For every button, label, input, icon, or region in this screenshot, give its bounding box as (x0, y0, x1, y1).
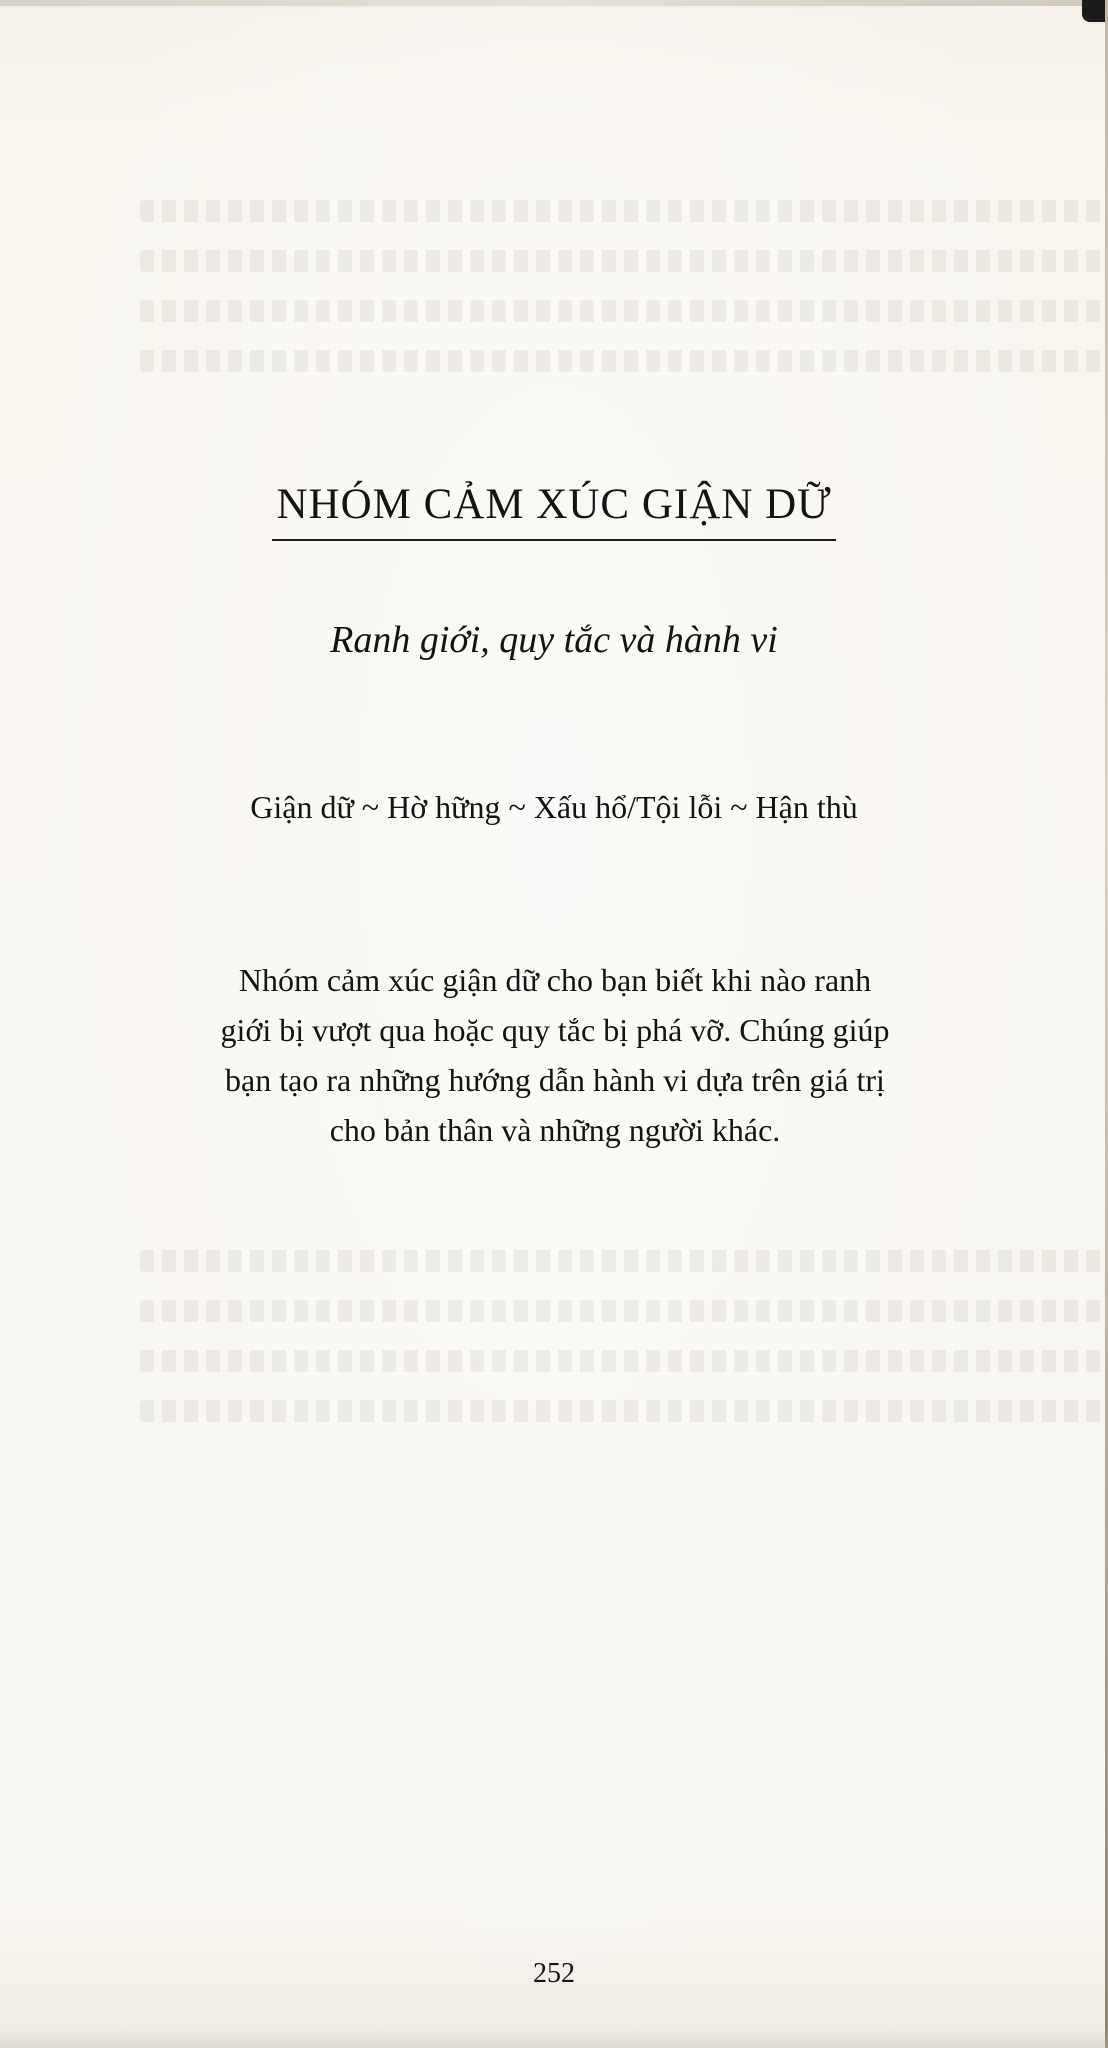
chapter-subtitle: Ranh giới, quy tắc và hành vi (330, 619, 778, 661)
show-through-line (140, 250, 1108, 272)
description-line: bạn tạo ra những hướng dẫn hành vi dựa trên giá trị (225, 1062, 885, 1098)
chapter-title: NHÓM CẢM XÚC GIẬN DỮ (272, 480, 835, 541)
show-through-line (140, 1250, 1108, 1272)
show-through-line (140, 1400, 1108, 1422)
show-through-line (140, 300, 1108, 322)
emotion-list: Giận dữ ~ Hờ hững ~ Xấu hổ/Tội lỗi ~ Hận thù (250, 789, 858, 825)
show-through-line (140, 1350, 1108, 1372)
chapter-description (190, 955, 920, 1155)
show-through-line (140, 1300, 1108, 1322)
page-bottom-edge (0, 2028, 1108, 2048)
show-through-line (140, 350, 1108, 372)
show-through-line (140, 200, 1108, 222)
page-number: 252 (533, 1958, 575, 1989)
page-top-edge (0, 0, 1108, 6)
description-line: Nhóm cảm xúc giận dữ cho bạn biết khi nào ranh (238, 962, 872, 998)
chapter-heading (0, 480, 1108, 541)
description-line: giới bị vượt qua hoặc quy tắc bị phá vỡ. Chúng giúp (220, 1012, 890, 1048)
description-line: cho bản thân và những người khác. (329, 1112, 781, 1148)
